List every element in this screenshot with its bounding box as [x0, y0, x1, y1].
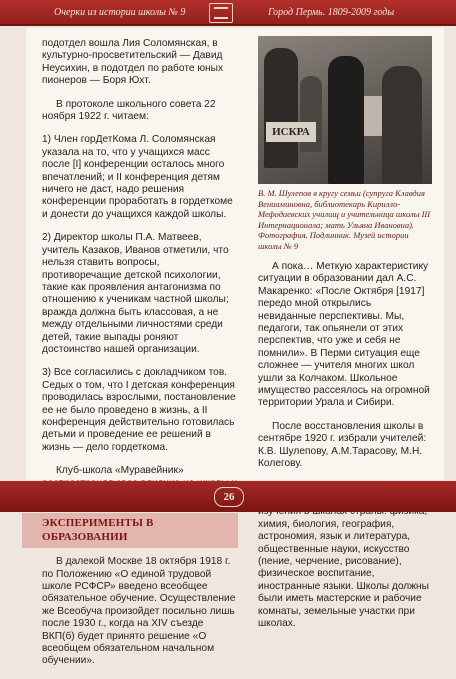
paragraph: 3) Все согласились с докладчиком тов. Седых о том, что I детская конференция проводилась взрослыми, постановление ее не было проведено в жизнь, а II конференция действительно готовилась детьми и проведение ее решений в жизнь — дело гордеткома. [42, 367, 236, 453]
running-header-right: Город Пермь. 1809-2009 годы [268, 7, 395, 18]
paragraph: подотдел вошла Лия Соломянская, в культурно-просветительский — Давид Неусихин, в подотдел по работе юных пионеров — Боря Юхт. [42, 38, 224, 87]
right-column [258, 36, 432, 641]
left-column [42, 38, 238, 679]
section-title: ЭКСПЕРИМЕНТЫ В ОБРАЗОВАНИИ [42, 517, 154, 543]
section-heading-bar [22, 513, 238, 548]
school-emblem-icon [209, 3, 233, 23]
running-header-left: Очерки из истории школы № 9 [54, 7, 186, 18]
paragraph: Клуб-школа «Муравейник» [56, 465, 184, 477]
paragraph: В далекой Москве 18 октября 1918 г. по Положению «О единой трудовой школе РСФСР» введено всеобщее обязательное обучение. Осуществление же Всеобуча произойдет посильно лишь после 1930 г., когда на XIV съезде ВКП(б) будет принято решение «О всеобщем обязательном начальном обучении». [42, 556, 236, 667]
paragraph: 1) Член горДетКома Л. Соломянская указала на то, что у учащихся масс после [I] конференции осталось много впечатлений; и II конференция детям ничего не даст, надо решения конференции проработать в гордеткоме и донести до учащихся каждой школы. [42, 134, 233, 220]
family-photograph [258, 36, 432, 184]
page-number: 26 [214, 487, 244, 507]
photo-caption: В. М. Шулепов в кругу семьи (супруга Клавдия Вениаминовна, библиотекарь Кирилло-Мефодиевских училищ и учительница школы III Интернационала; мать Ульяна Ивановна). Фотография. Подлинник. Музей истории школы № 9 [258, 188, 431, 251]
photo-sign-text: ИСКРА [266, 122, 316, 142]
paragraph: химия, биология, география, астрономия, язык и литература, общественные науки, искусство (пение, черчение, рисование), физическое воспитание, иностранные языки. Школы должны были иметь мастерские и рабочие комнаты, земельные участки при школах. [258, 518, 430, 629]
paragraph: 2) Директор школы П.А. Матвеев, учитель Казаков, Иванов отметили, что нельзя ставить вопросы, противоречащие детской психологии, такие как проявления антагонизма по отношению к ученикам частной школы; вражда должна быть классовая, а не между отдельными личностями среди детей, такие выпады роняют достоинство нашей организации. [42, 232, 229, 355]
paragraph: После восстановления школы в сентябре 1920 г. избрали учителей: К.В. Шулепову, А.М.Тарасову, М.Н. Колегову. [258, 420, 427, 470]
paragraph: А пока… Меткую характеристику ситуации в образовании дал А.С. Макаренко: «После Октября [1917] передо мной открылись невиданные перспективы. Мы, педагоги, так опьянели от этих перспектив, что уже и себя не помнили». В Перми ситуация еще сложнее — учителя многих школ ушли за Колчаком. Школьное имущество рассеялось на огромной территории Урала и Сибири. [258, 261, 430, 409]
paragraph: В протоколе школьного совета 22 ноября 1922 г. читаем: [42, 98, 216, 123]
